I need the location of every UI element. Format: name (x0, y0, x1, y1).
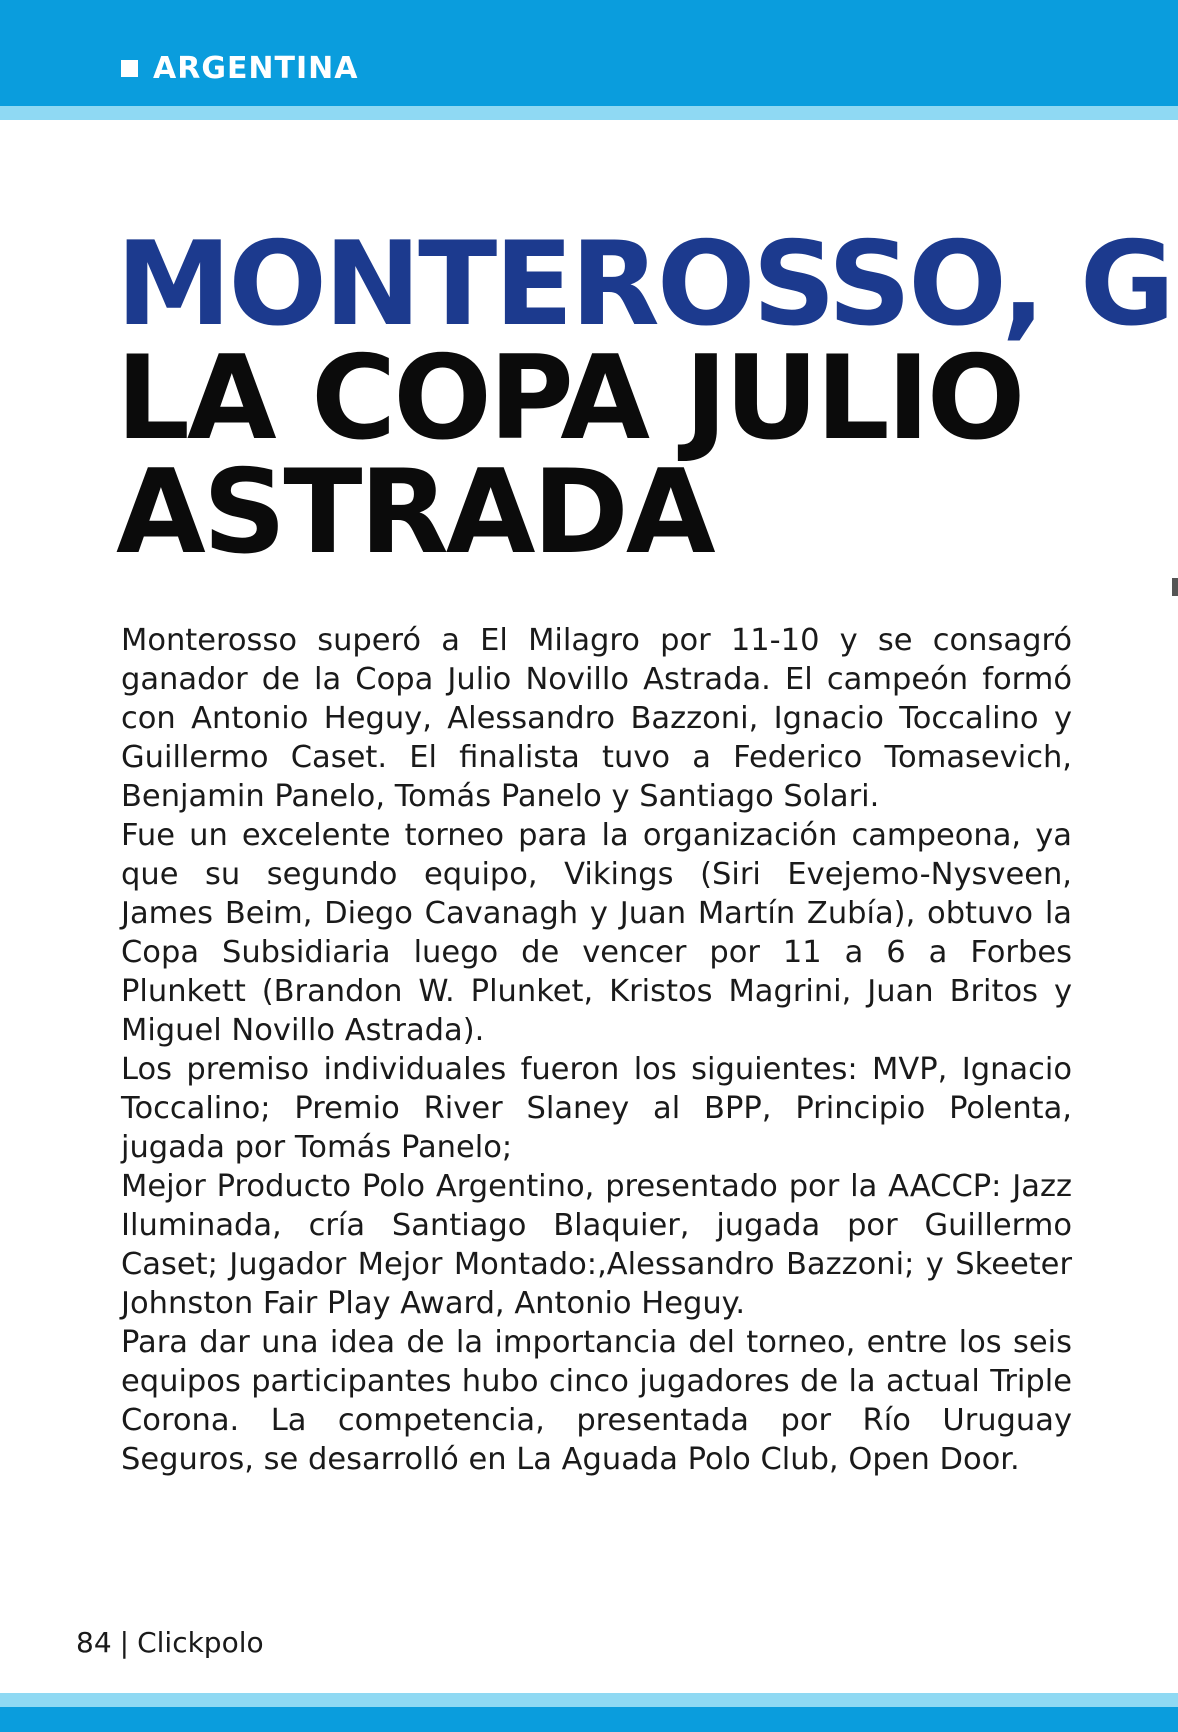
headline-line-1: MONTEROSSO, G (116, 228, 1173, 352)
footer-separator: | (119, 1626, 130, 1659)
article-body (121, 621, 1072, 1479)
headline (116, 228, 1178, 570)
paragraph-4: Mejor Producto Polo Argentino, presentado por la AACCP: Jazz Iluminada, cría Santiago Blaquier, jugada por Guillermo Caset; Jugador Mejor Montado:,Alessandro Bazzoni; y Skeeter Johnston Fair Play Award, Antonio Heguy. (121, 1169, 1072, 1321)
edge-mark (1172, 578, 1178, 596)
paragraph-5: Para dar una idea de la importancia del torneo, entre los seis equipos participantes hubo cinco jugadores de la actual Triple Corona. La competencia, presentada por Río Uruguay Seguros, se desarrolló en La Aguada Polo Club, Open Door. (121, 1325, 1072, 1477)
paragraph-3: Los premiso individuales fueron los siguientes: MVP, Ignacio Toccalino; Premio River Slaney al BPP, Principio Polenta, jugada por Tomás Panelo; (121, 1052, 1072, 1165)
headline-line-2: LA COPA JULIO (116, 331, 1023, 466)
magazine-name: Clickpolo (137, 1626, 264, 1659)
header-stripe (0, 106, 1178, 120)
headline-line-3: ASTRADA (116, 445, 713, 570)
paragraph-2: Fue un excelente torneo para la organización campeona, ya que su segundo equipo, Vikings (Siri Evejemo-Nysveen, James Beim, Diego Cavanagh y Juan Martín Zubía), obtuvo la Copa Subsidiaria luego de vencer por 11 a 6 a Forbes Plunkett (Brandon W. Plunket, Kristos Magrini, Juan Britos y Miguel Novillo Astrada). (121, 818, 1072, 1048)
page-footer (76, 1626, 264, 1659)
section-label: ARGENTINA (153, 50, 359, 86)
page-number: 84 (76, 1626, 112, 1659)
square-bullet-icon (121, 60, 138, 77)
footer-stripe (0, 1693, 1178, 1707)
section-tag (121, 44, 359, 92)
footer-band (0, 1707, 1178, 1732)
paragraph-1: Monterosso superó a El Milagro por 11-10 y se consagró ganador de la Copa Julio Novillo Astrada. El campeón formó con Antonio Heguy, Alessandro Bazzoni, Ignacio Toccalino y Guillermo Caset. El finalista tuvo a Federico Tomasevich, Benjamin Panelo, Tomás Panelo y Santiago Solari. (121, 623, 1072, 814)
